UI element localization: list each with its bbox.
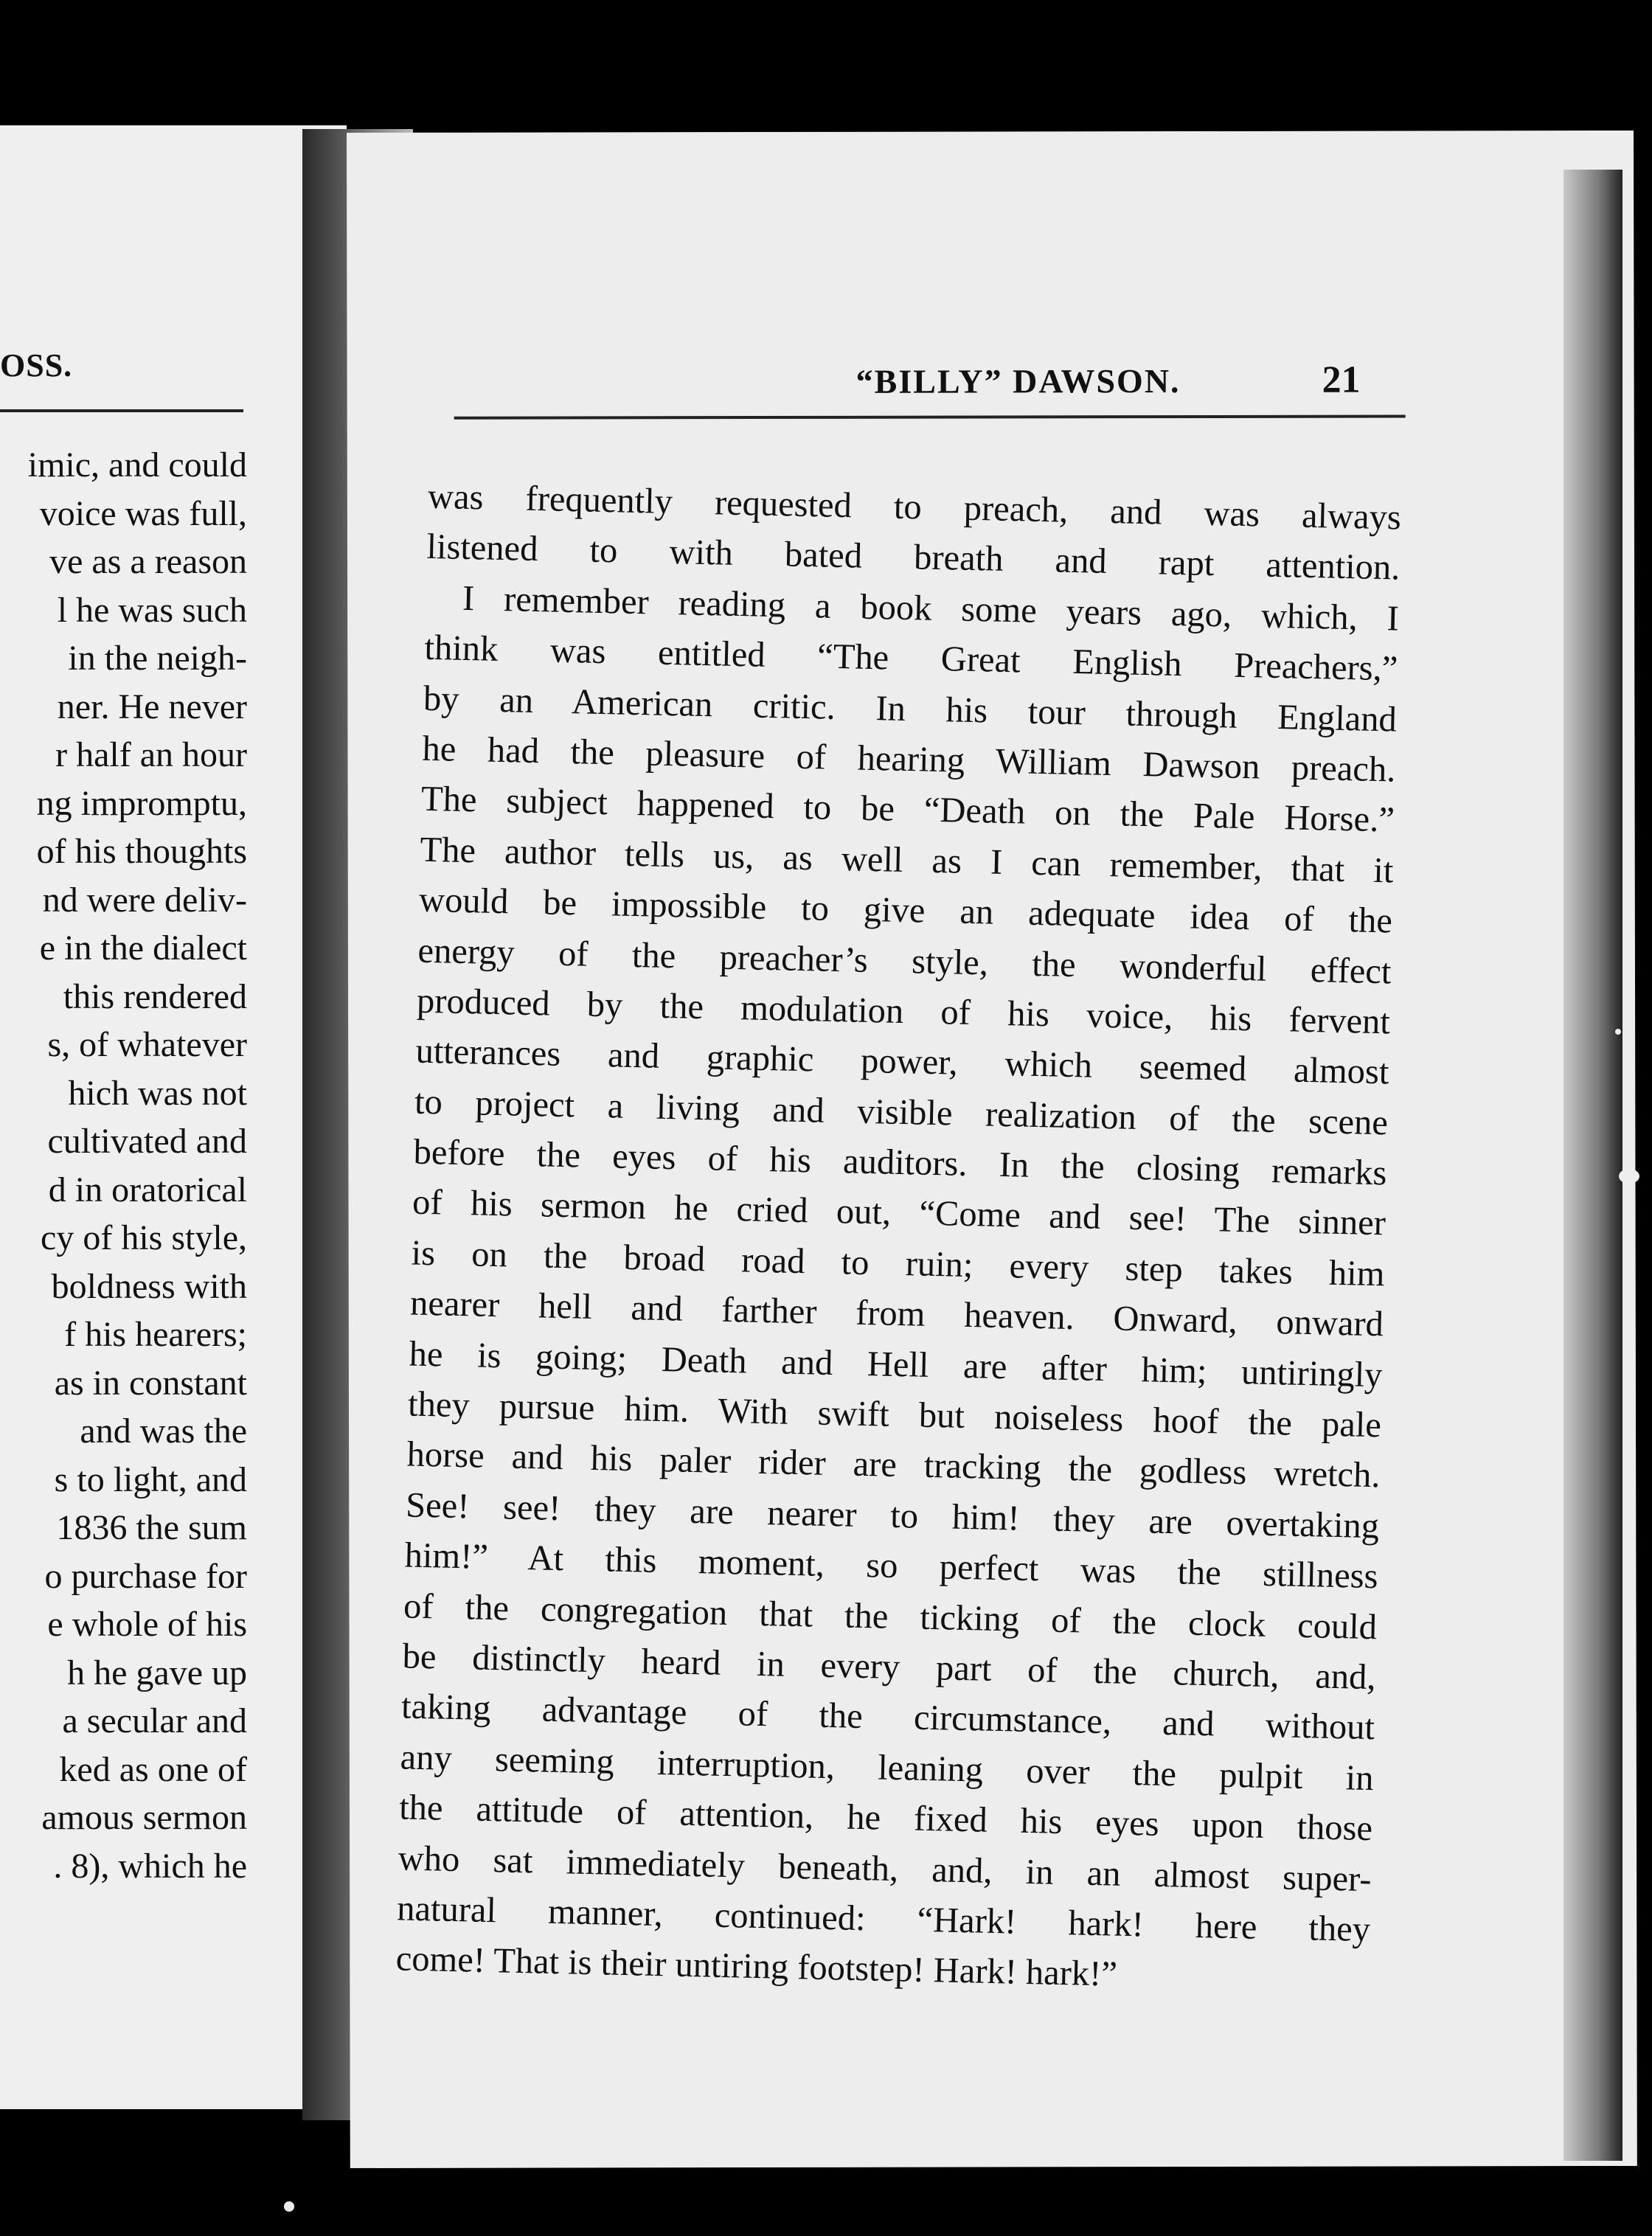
left-text-line: boldness with [51, 1266, 247, 1306]
body-text-line: of the congregation that the ticking of the clock could [403, 1586, 1378, 1647]
left-text-line: r half an hour [55, 735, 247, 774]
body-text-line: think was entitled “The Great English Preachers,” [424, 628, 1398, 689]
body-text [395, 472, 1401, 2006]
left-page [0, 125, 347, 2109]
left-text-line: ner. He never [57, 687, 247, 726]
left-text-line: of his thoughts [36, 832, 247, 871]
left-text-line: ked as one of [59, 1749, 247, 1789]
running-head: “BILLY” DAWSON. [856, 362, 1181, 400]
left-text-line: s, of whatever [47, 1025, 247, 1064]
left-text-line: f his hearers; [64, 1315, 247, 1354]
left-text-line: s to light, and [54, 1459, 247, 1499]
left-text-block [0, 441, 247, 1890]
left-text-line: . 8), which he [53, 1846, 247, 1886]
body-text-line: was frequently requested to preach, and was always [427, 476, 1402, 538]
body-text-line: taking advantage of the circumstance, and without [400, 1687, 1375, 1748]
body-text-line: See! see! they are nearer to him! they are overtaking [405, 1485, 1380, 1546]
body-text-line: The subject happened to be “Death on the Pale Horse.” [420, 780, 1395, 840]
scan-speck [284, 2201, 294, 2212]
left-text-line: e whole of his [47, 1605, 247, 1644]
left-text-line: imic, and could [27, 445, 247, 485]
body-text-line: he had the pleasure of hearing William Dawson preach. [422, 729, 1396, 790]
body-text-line: they pursue him. With swift but noiseless hoof the pale [407, 1384, 1382, 1445]
left-running-head: OSS. [0, 347, 73, 383]
body-text-line: he is going; Death and Hell are after him; untiringly [409, 1334, 1383, 1395]
body-text-line: come! That is their untiring footstep! Hark! hark!” [395, 1939, 1118, 1994]
left-text-line: 1836 the sum [56, 1508, 247, 1547]
body-text-line: to project a living and visible realization of the scene [414, 1082, 1389, 1143]
right-page [347, 131, 1637, 2168]
left-text-line: hich was not [68, 1073, 247, 1113]
scan-speck [1615, 1029, 1621, 1035]
body-text-line: listened to with bated breath and rapt attention. [426, 527, 1401, 588]
body-text-line: produced by the modulation of his voice, his fervent [416, 981, 1391, 1042]
body-text-line: is on the broad road to ruin; every step takes him [411, 1233, 1385, 1294]
scan-speck [1619, 1169, 1639, 1184]
body-text-line: would be impossible to give an adequate idea of the [418, 880, 1393, 941]
left-header-rule [0, 409, 243, 412]
body-text-line: nearer hell and farther from heaven. Onward, onward [409, 1283, 1384, 1344]
body-text-line: natural manner, continued: “Hark! hark! here they [396, 1889, 1371, 1950]
body-text-line: horse and his paler rider are tracking the godless wretch. [406, 1434, 1381, 1496]
left-text-line: d in oratorical [48, 1170, 247, 1209]
body-text-line: be distinctly heard in every part of the church, and, [402, 1636, 1377, 1698]
left-text-line: cultivated and [47, 1122, 247, 1161]
body-text-line: who sat immediately beneath, and, in an almost super- [398, 1838, 1372, 1899]
body-text-line: I remember reading a book some years ago, which, I [462, 578, 1400, 639]
left-text-line: as in constant [54, 1363, 247, 1403]
left-text-line: ng impromptu, [36, 783, 247, 823]
left-text-line: nd were deliv- [42, 880, 247, 920]
left-text-line: h he gave up [67, 1653, 247, 1692]
page-number: 21 [1322, 358, 1361, 401]
body-text-line: him!” At this moment, so perfect was the stillness [404, 1535, 1379, 1597]
left-text-line: this rendered [63, 976, 247, 1016]
body-text-line: before the eyes of his auditors. In the closing remarks [413, 1132, 1387, 1193]
left-text-line: ve as a reason [49, 542, 247, 581]
header-rule [454, 414, 1406, 419]
left-text-line: o purchase for [44, 1556, 247, 1596]
body-text-line: energy of the preacher’s style, the wonderful effect [417, 931, 1392, 991]
left-text-line: voice was full, [39, 493, 247, 533]
body-text-line: any seeming interruption, leaning over the pulpit in [400, 1737, 1375, 1798]
left-text-line: amous sermon [41, 1798, 247, 1837]
body-text-line: the attitude of attention, he fixed his eyes upon those [398, 1788, 1373, 1849]
left-text-line: e in the dialect [39, 928, 247, 968]
body-text-line: of his sermon he cried out, “Come and see! The sinner [412, 1183, 1386, 1243]
left-text-line: a secular and [62, 1701, 247, 1740]
page-edge-shadow [1564, 170, 1622, 2161]
body-text-line: The author tells us, as well as I can remember, that it [420, 830, 1394, 891]
left-text-line: cy of his style, [41, 1218, 247, 1257]
body-text-line: by an American critic. In his tour through England [423, 678, 1398, 740]
left-text-line: l he was such [57, 590, 247, 630]
left-text-line: and was the [80, 1412, 247, 1451]
body-text-line: utterances and graphic power, which seemed almost [415, 1031, 1389, 1092]
left-text-line: in the neigh- [68, 639, 247, 678]
